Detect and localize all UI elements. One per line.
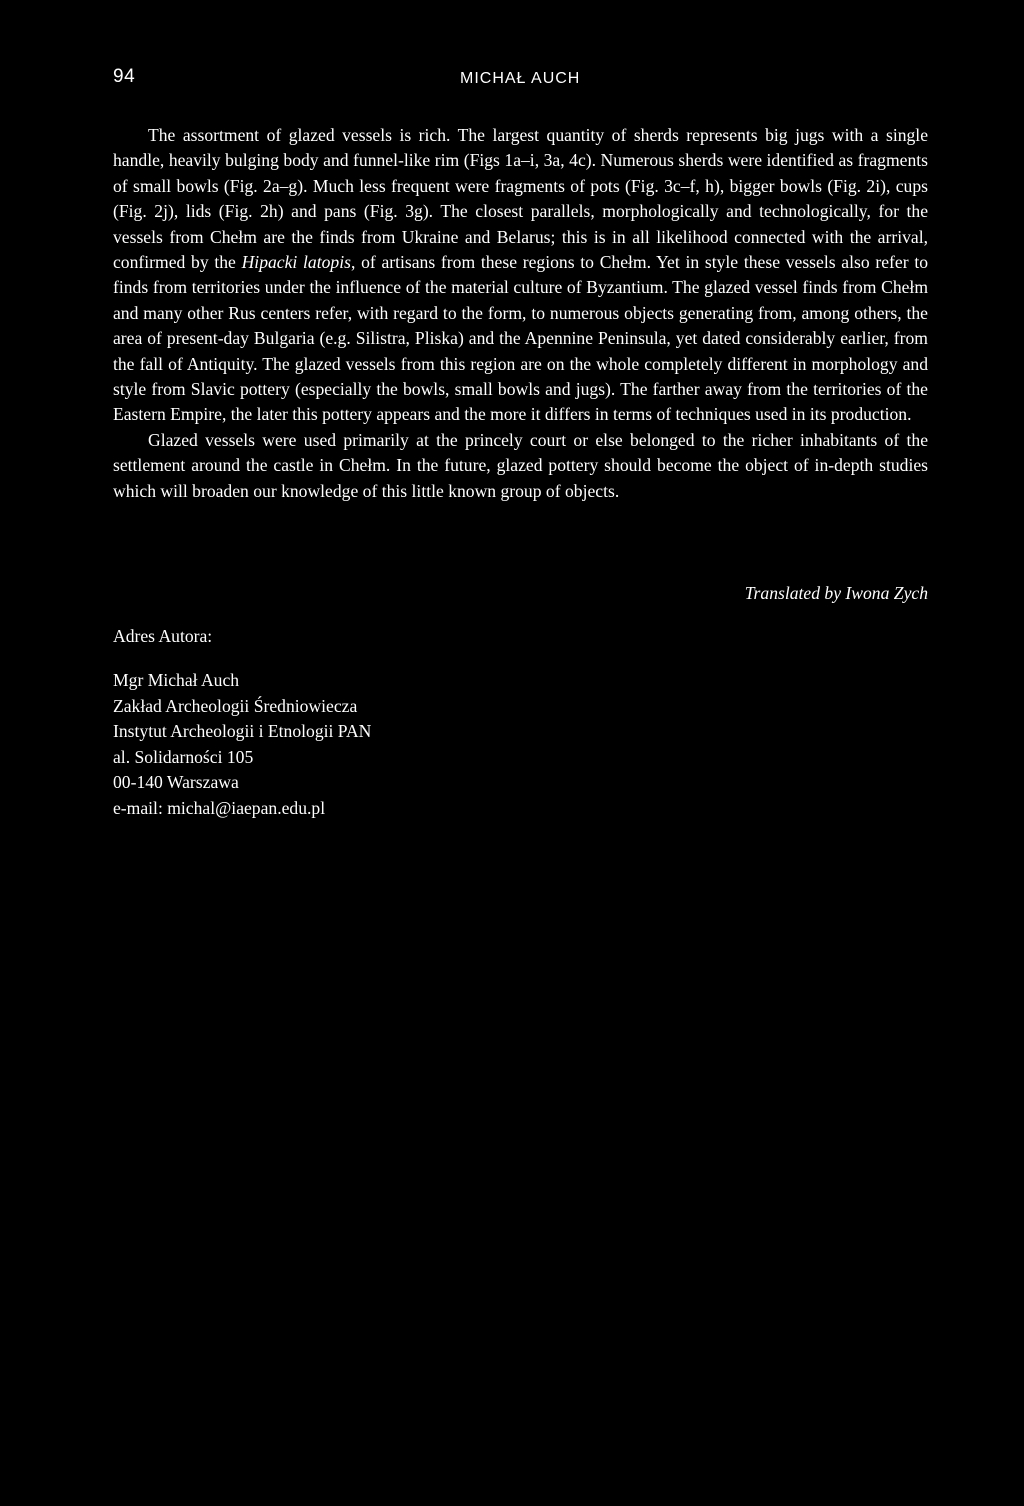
paragraph-1 xyxy=(113,123,928,428)
address-city: 00-140 Warszawa xyxy=(113,772,239,793)
paragraph-1-text-b: , of artisans from these regions to Chełm. Yet in style these vessels also refer to finds from territories under the influence of the material culture of Byzantium. The glazed vessel finds from Chełm and many other Rus centers refer, with regard to the form, to numerous objects generating from, among others, the area of present-day Bulgaria (e.g. Silistra, Pliska) and the Apennine Peninsula, yet dated considerably earlier, from the fall of Antiquity. The glazed vessels from this region are on the whole completely different in morphology and style from Slavic pottery (especially the bowls, small bowls and jugs). The farther away from the territories of the Eastern Empire, the later this pottery appears and the more it differs in terms of techniques used in its production. xyxy=(113,252,928,425)
address-email[interactable]: e-mail: michal@iaepan.edu.pl xyxy=(113,797,326,818)
translator-credit: Translated by Iwona Zych xyxy=(744,583,928,603)
page-header xyxy=(113,66,928,94)
running-head-author: MICHAŁ AUCH xyxy=(460,70,581,87)
italic-source-title: Hipacki latopis xyxy=(241,252,351,273)
address-name: Mgr Michał Auch xyxy=(113,670,240,690)
author-address xyxy=(113,668,371,822)
paragraph-2: Glazed vessels were used primarily at the princely court or else belonged to the richer inhabitants of the settlement around the castle in Chełm. In the future, glazed pottery should become the object of in-depth studies which will broaden our knowledge of this little known group of objects. xyxy=(113,429,928,501)
address-department: Zakład Archeologii Średniowiecza xyxy=(113,695,358,716)
article-body xyxy=(113,123,928,504)
address-label: Adres Autora: xyxy=(113,626,213,646)
address-street: al. Solidarności 105 xyxy=(113,746,254,767)
paragraph-1-text-a: The assortment of glazed vessels is rich. The largest quantity of sherds represents big jugs with a single handle, heavily bulging body and funnel-like rim (Figs 1a–i, 3a, 4c). Numerous sherds were identified as fragments of small bowls (Fig. 2a–g). Much less frequent were fragments of pots (Fig. 3c–f, h), bigger bowls (Fig. 2i), cups (Fig. 2j), lids (Fig. 2h) and pans (Fig. 3g). The closest parallels, morphologically and technologically, for the vessels from Chełm are the finds from Ukraine and Belarus; this is in all likelihood connected with the arrival, confirmed by the xyxy=(113,125,928,273)
address-institute: Instytut Archeologii i Etnologii PAN xyxy=(113,721,372,742)
page-number: 94 xyxy=(113,66,136,87)
